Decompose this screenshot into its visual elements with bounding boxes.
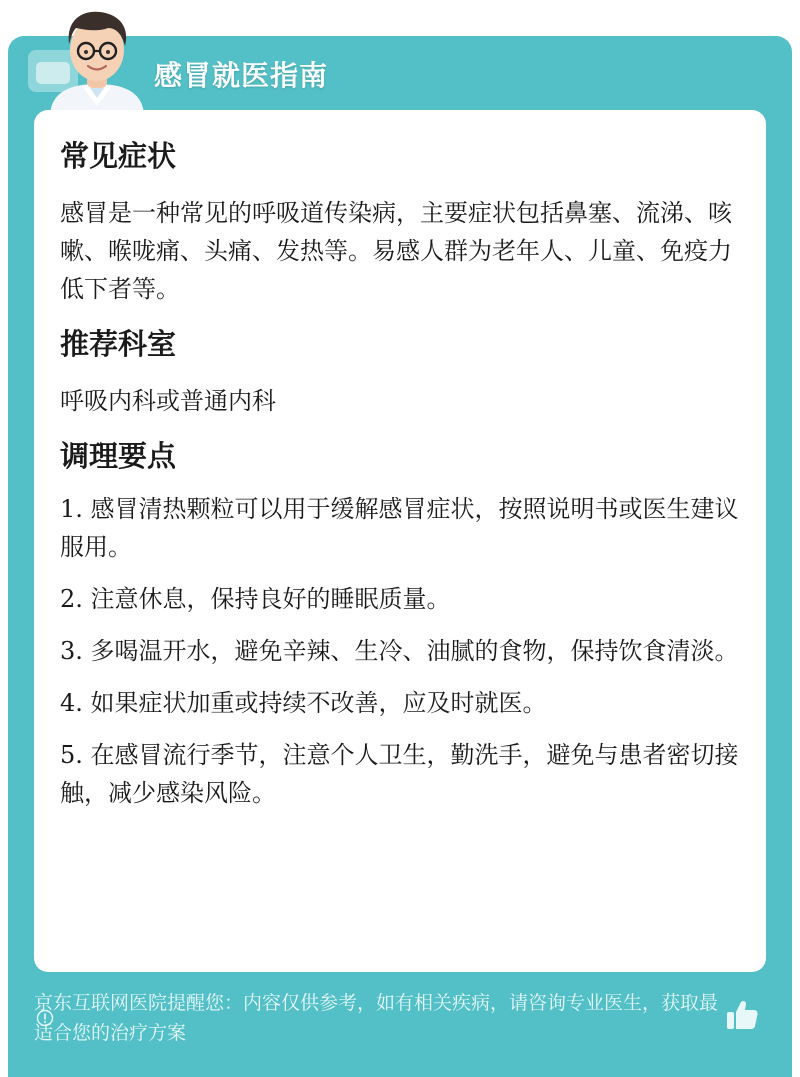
list-item-text: 多喝温开水，避免辛辣、生冷、油腻的食物，保持饮食清淡。 bbox=[90, 637, 739, 665]
list-item bbox=[60, 736, 740, 812]
list-item-text: 如果症状加重或持续不改善，应及时就医。 bbox=[90, 689, 547, 717]
list-item-number: 3. bbox=[60, 637, 83, 665]
thumbs-up-icon[interactable] bbox=[724, 997, 760, 1033]
list-item bbox=[60, 490, 740, 566]
list-item bbox=[60, 580, 740, 618]
content-body bbox=[60, 136, 740, 826]
symptoms-title: 常见症状 bbox=[60, 139, 177, 173]
list-item-number: 4. bbox=[60, 689, 83, 717]
department-title: 推荐科室 bbox=[60, 327, 177, 361]
care-list bbox=[60, 490, 740, 812]
care-title: 调理要点 bbox=[60, 439, 177, 473]
list-item-number: 2. bbox=[60, 585, 83, 613]
list-item-text: 注意休息，保持良好的睡眠质量。 bbox=[90, 585, 451, 613]
page-title: 感冒就医指南 bbox=[154, 59, 329, 92]
list-item bbox=[60, 632, 740, 670]
content-card bbox=[34, 110, 766, 972]
symptoms-text: 感冒是一种常见的呼吸道传染病，主要症状包括鼻塞、流涕、咳嗽、喉咙痛、头痛、发热等。易感人群为老年人、儿童、免疫力低下者等。 bbox=[60, 199, 732, 303]
doctor-avatar bbox=[42, 6, 152, 114]
list-item-text: 在感冒流行季节，注意个人卫生，勤洗手，避免与患者密切接触，减少感染风险。 bbox=[60, 741, 739, 807]
list-item-number: 5. bbox=[60, 741, 83, 769]
list-item-text: 感冒清热颗粒可以用于缓解感冒症状，按照说明书或医生建议服用。 bbox=[60, 495, 739, 561]
list-item-number: 1. bbox=[60, 495, 83, 523]
department-text: 呼吸内科或普通内科 bbox=[60, 387, 276, 415]
list-item bbox=[60, 684, 740, 722]
footer-disclaimer: 京东互联网医院提醒您：内容仅供参考，如有相关疾病，请咨询专业医生，获取最适合您的治疗方案 bbox=[34, 992, 719, 1044]
